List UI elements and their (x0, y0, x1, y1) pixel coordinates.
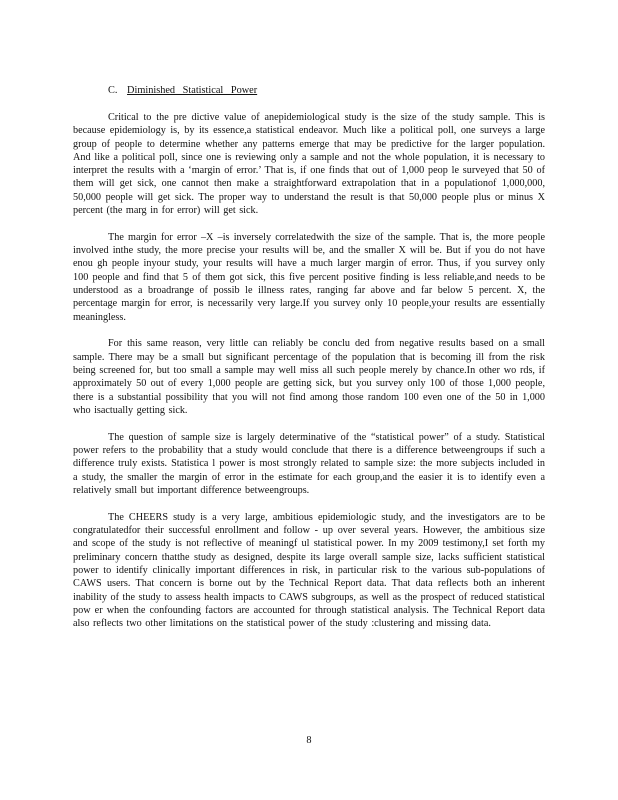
document-body (73, 84, 545, 644)
paragraph-negative-results: For this same reason, very little can reliably be conclu ded from negative results based on a small sample. There may be a small but significant percentage of the population that is becoming ill from the risk being screened for, but too small a sample may well miss all such people merely by chance.In other wo rds, if approximately 50 out of every 1,000 people are getting sick, but you survey only 100 of those 1,000 people, there is a substantial possibility that you will not find among those random 100 even one of the 50 in 1,000 who isactually getting sick. (73, 338, 545, 416)
section-title: Diminished Statistical Power (127, 85, 258, 96)
page-number: 8 (306, 735, 312, 746)
paragraph-sample-size: Critical to the pre dictive value of anepidemiological study is the size of the study sample. This is because epidemiology is, by its essence,a statistical endeavor. Much like a political poll, one surveys a large group of people to determine whether any patterns emerge that may be predictive for the larger population. And like a political poll, since one is reviewing only a sample and not the whole population, it is necessary to interpret the results with a ‘margin of error.’ That is, if one finds that out of 1,000 peop le surveyed that 50 of them will get sick, one cannot then make a straightforward extrapolation that in a populationof 1,000,000, 50,000 people will get sick. The proper way to understand the result is that 50,000 people plus or minus X percent (the marg in for error) will get sick. (73, 112, 545, 217)
section-heading (108, 84, 545, 97)
paragraph-statistical-power: The question of sample size is largely determinative of the “statistical power” of a study. Statistical power refers to the probability that a study would conclude that there is a difference betweengroups if such a difference truly exists. Statistica l power is most strongly related to sample size: the more subjects included in a study, the smaller the margin of error in the estimate for each group,and the easier it is to identify even a relatively small but important difference betweengroups. (73, 431, 545, 496)
paragraph-cheers-study: The CHEERS study is a very large, ambitious epidemiologic study, and the investigators are to be congratulatedfor their successful enrollment and follow - up over several years. However, the ambitious size and scope of the study is not reflective of meaningf ul statistical power. In my 2009 testimony,I set forth my preliminary concern thatthe study as designed, despite its large overall sample size, lacks sufficient statistical power to identify clinically important differences in risk, in particular risk to the various sub-populations of CAWS users. That concern is borne out by the Technical Report data. That data reflects both an inherent inability of the study to assess health impacts to CAWS subgroups, as well as the prospect of reduced statistical pow er when the confounding factors are accounted for through statistical analysis. The Technical Report data also reflects two other limitations on the statistical power of the study :clustering and missing data. (73, 511, 545, 630)
section-letter: C. (108, 85, 118, 96)
paragraph-margin-of-error: The margin for error –X –is inversely correlatedwith the size of the sample. That is, the more people involved inthe study, the more precise your results will be, and the smaller X will be. But if you do not have enou gh people inyour study, your results will have a much larger margin of error. Thus, if you survey only 100 people and find that 5 of them got sick, this five percent positive finding is less reliable,and needs to be understood as a broadrange of possib le illness rates, ranging far above and far below 5 percent. X, the percentage margin for error, is necessarily very large.If you survey only 10 people,your results are essentially meaningless. (73, 231, 545, 323)
